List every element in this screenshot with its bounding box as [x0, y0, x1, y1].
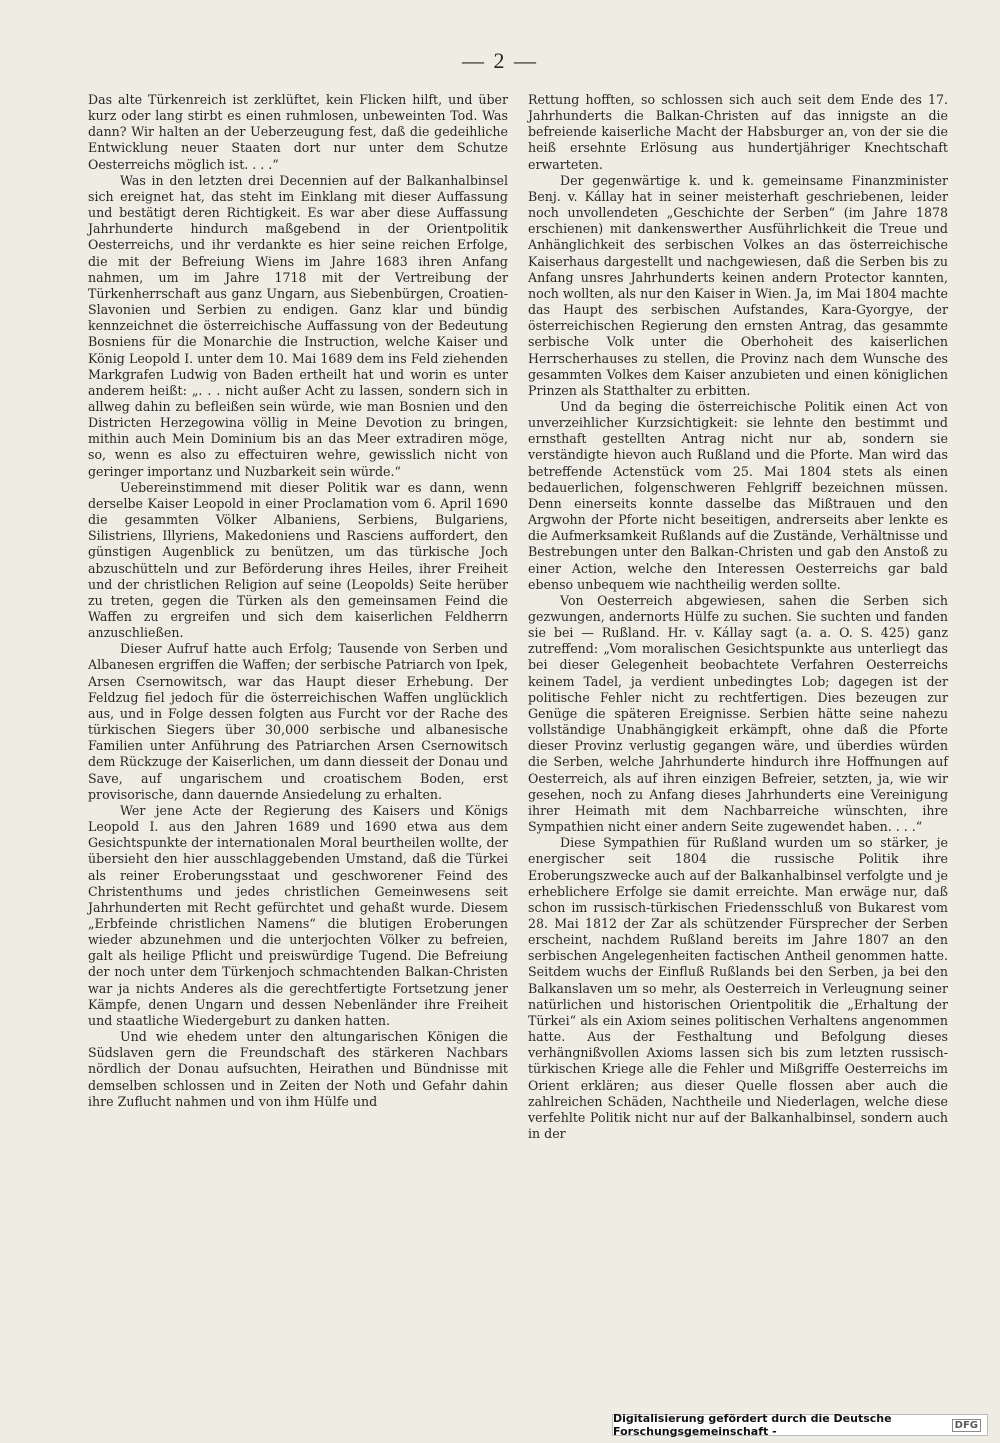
- paragraph: Und wie ehedem unter den altungarischen Königen die Südslaven gern die Freundschaft des stärkeren Nachbars nördlich der Donau aufsuchten, Heirathen und Bündnisse mit demselben schlossen und in Zeiten der Noth und Gefahr dahin ihre Zuflucht nahmen und von ihm Hülfe und: [88, 1029, 508, 1109]
- paragraph: Dieser Aufruf hatte auch Erfolg; Tausende von Serben und Albanesen ergriffen die Waffen; der serbische Patriarch von Ipek, Arsen Csernowitsch, war das Haupt dieser Erhebung. Der Feldzug fiel jedoch für die österreichischen Waffen unglücklich aus, und in Folge dessen folgten aus Furcht vor der Rache des türkischen Siegers über 30,000 serbische und albanesische Familien unter Anführung des Patriarchen Arsen Csernowitsch dem Rückzuge der Kaiserlichen, um dann diesseit der Donau und Save, auf ungarischem und croatischem Boden, erst provisorische, dann dauernde Ansiedelung zu erhalten.: [88, 641, 508, 802]
- paragraph: Von Oesterreich abgewiesen, sahen die Serben sich gezwungen, andernorts Hülfe zu suchen. Sie suchten und fanden sie bei — Rußland. Hr. v. Kállay sagt (a. a. O. S. 425) ganz zutreffend: „Vom moralischen Gesichtspunkte aus unterliegt das bei dieser Gelegenheit beobachtete Verfahren Oesterreichs keinem Tadel, ja verdient unbedingtes Lob; dagegen ist der politische Fehler nicht zu rechtfertigen. Dies bezeugen zur Genüge die späteren Ereignisse. Serbien hätte seine nahezu vollständige Unabhängigkeit erkämpft, ohne daß die Pforte dieser Provinz verlustig gegangen wäre, und überdies würden die Serben, welche Jahrhunderte hindurch ihre Hoffnungen auf Oesterreich, als auf ihren einzigen Befreier, setzten, ja, wie wir gesehen, noch zu Anfang dieses Jahrhunderts eine Vereinigung ihrer Heimath mit dem Nachbarreiche wünschten, ihre Sympathien nicht einer andern Seite zugewendet haben. . . .“: [528, 592, 948, 835]
- paragraph: Uebereinstimmend mit dieser Politik war es dann, wenn derselbe Kaiser Leopold in einer Proclamation vom 6. April 1690 die gesammten Völker Albaniens, Serbiens, Bulgariens, Silistriens, Illyriens, Makedoniens und Rasciens auffordert, den günstigen Augenblick zu benützen, um das türkische Joch abzuschütteln und zur Beförderung ihres Heiles, ihrer Freiheit und der christlichen Religion auf seine (Leopolds) Seite herüber zu treten, gegen die Türken als den gemeinsamen Feind die Waffen zu ergreifen und sich dem kaiserlichen Feldherrn anzuschließen.: [88, 479, 508, 641]
- dfg-logo: DFG: [952, 1419, 981, 1432]
- digitization-footer: [612, 1414, 988, 1436]
- paragraph: Was in den letzten drei Decennien auf der Balkanhalbinsel sich ereignet hat, das steht im Einklang mit dieser Auffassung und bestätigt deren Richtigkeit. Es war aber diese Auffassung Jahrhunderte hindurch maßgebend in der Orientpolitik Oesterreichs, und ihr verdankte es hier seine reichen Erfolge, die mit der Befreiung Wiens im Jahre 1683 ihren Anfang nahmen, um im Jahre 1718 mit der Vertreibung der Türkenherrschaft aus ganz Ungarn, aus Siebenbürgen, Croatien-Slavonien und Serbien zu endigen. Ganz klar und bündig kennzeichnet die österreichische Auffassung von der Bedeutung Bosniens für die Monarchie die Instruction, welche Kaiser und König Leopold I. unter dem 10. Mai 1689 dem ins Feld ziehenden Markgrafen Ludwig von Baden ertheilt hat und worin es unter anderem heißt: „. . . nicht außer Acht zu lassen, sondern sich in allweg dahin zu befleißen sein würde, wie man Bosnien und den Districten Herzegowina völlig in Meine Devotion zu bringen, mithin auch Mein Dominium bis an das Meer extradiren möge, so, wenn es also zu effectuiren wehre, gewisslich nicht von geringer importanz und Nuzbarkeit sein würde.“: [88, 172, 508, 479]
- page-number: — 2 —: [462, 48, 538, 73]
- left-column: [88, 92, 508, 1110]
- paragraph: Rettung hofften, so schlossen sich auch seit dem Ende des 17. Jahrhunderts die Balkan-Christen auf das innigste an die befreiende kaiserliche Macht der Habsburger an, von der sie die heiß ersehnte Erlösung aus hundertjähriger Knechtschaft erwarteten.: [528, 92, 948, 172]
- paragraph: Wer jene Acte der Regierung des Kaisers und Königs Leopold I. aus den Jahren 1689 und 1690 etwa aus dem Gesichtspunkte der internationalen Moral beurtheilen wollte, der übersieht den hier ausschlaggebenden Umstand, daß die Türkei als reiner Eroberungsstaat und geschworener Feind des Christenthums und jedes christlichen Gemeinwesens seit Jahrhunderten mit Recht gefürchtet und gehaßt wurde. Diesem „Erbfeinde christlichen Namens“ die blutigen Eroberungen wieder abzunehmen und die unterjochten Völker zu befreien, galt als heilige Pflicht und preiswürdige Tugend. Die Befreiung der noch unter dem Türkenjoch schmachtenden Balkan-Christen war ja nichts Anderes als die gerechtfertigte Fortsetzung jener Kämpfe, denen Ungarn und dessen Nebenländer ihre Freiheit und staatliche Wiedergeburt zu danken hatten.: [88, 802, 508, 1028]
- paragraph: Der gegenwärtige k. und k. gemeinsame Finanzminister Benj. v. Kállay hat in seiner meisterhaft geschriebenen, leider noch unvollendeten „Geschichte der Serben“ (im Jahre 1878 erschienen) mit dankenswerther Ausführlichkeit die Treue und Anhänglichkeit des serbischen Volkes an das österreichische Kaiserhaus dargestellt und nachgewiesen, daß die Serben bis zu Anfang unsres Jahrhunderts keinen andern Protector kannten, noch wollten, als nur den Kaiser in Wien. Ja, im Mai 1804 machte das Haupt des serbischen Aufstandes, Kara-Gyorgye, der österreichischen Regierung den ernsten Antrag, das gesammte serbische Volk unter die Oberhoheit des kaiserlichen Herrscherhauses zu stellen, die Provinz nach dem Wunsche des gesammten Volkes dem Kaiser anzubieten und einen königlichen Prinzen als Statthalter zu erbitten.: [528, 172, 948, 398]
- footer-text: Digitalisierung gefördert durch die Deutsche Forschungsgemeinschaft -: [613, 1412, 892, 1438]
- right-column: [528, 92, 948, 1142]
- paragraph: Diese Sympathien für Rußland wurden um so stärker, je energischer seit 1804 die russische Politik ihre Eroberungszwecke auch auf der Balkanhalbinsel verfolgte und je erheblichere Erfolge sie damit erreichte. Man erwäge nur, daß schon im russisch-türkischen Friedensschluß von Bukarest vom 28. Mai 1812 der Zar als schützender Fürsprecher der Serben erscheint, nachdem Rußland bereits im Jahre 1807 an den serbischen Angelegenheiten factischen Antheil genommen hatte. Seitdem wuchs der Einfluß Rußlands bei den Serben, ja bei den Balkanslaven um so mehr, als Oesterreich in Verleugnung seiner natürlichen und historischen Orientpolitik die „Erhaltung der Türkei“ als ein Axiom seines politischen Verhaltens angenommen hatte. Aus der Festhaltung und Befolgung dieses verhängnißvollen Axioms lassen sich bis zum letzten russisch-türkischen Kriege alle die Fehler und Mißgriffe Oesterreichs im Orient erklären; aus dieser Quelle flossen aber auch die zahlreichen Schäden, Nachtheile und Niederlagen, welche diese verfehlte Politik nicht nur auf der Balkanhalbinsel, sondern auch in der: [528, 835, 948, 1141]
- paragraph: Und da beging die österreichische Politik einen Act von unverzeihlicher Kurzsichtigkeit: sie lehnte den bestimmt und ernsthaft gestellten Antrag nicht nur ab, sondern sie verständigte hievon auch Rußland und die Pforte. Man wird das betreffende Actenstück vom 25. Mai 1804 stets als einen bedauerlichen, folgenschweren Fehlgriff bezeichnen müssen. Denn einerseits konnte dasselbe das Mißtrauen und den Argwohn der Pforte nicht beseitigen, andrerseits aber lenkte es die Aufmerksamkeit Rußlands auf die Zustände, Verhältnisse und Bestrebungen unter den Balkan-Christen und gab den Anstoß zu einer Action, welche den Interessen Oesterreichs gar bald ebenso unbequem wie nachtheilig werden sollte.: [528, 398, 948, 592]
- paragraph: Das alte Türkenreich ist zerklüftet, kein Flicken hilft, und über kurz oder lang stirbt es einen ruhmlosen, unbeweinten Tod. Was dann? Wir halten an der Ueberzeugung fest, daß die gedeihliche Entwicklung neuer Staaten dort nur unter dem Schutze Oesterreichs möglich ist. . . .“: [88, 92, 508, 172]
